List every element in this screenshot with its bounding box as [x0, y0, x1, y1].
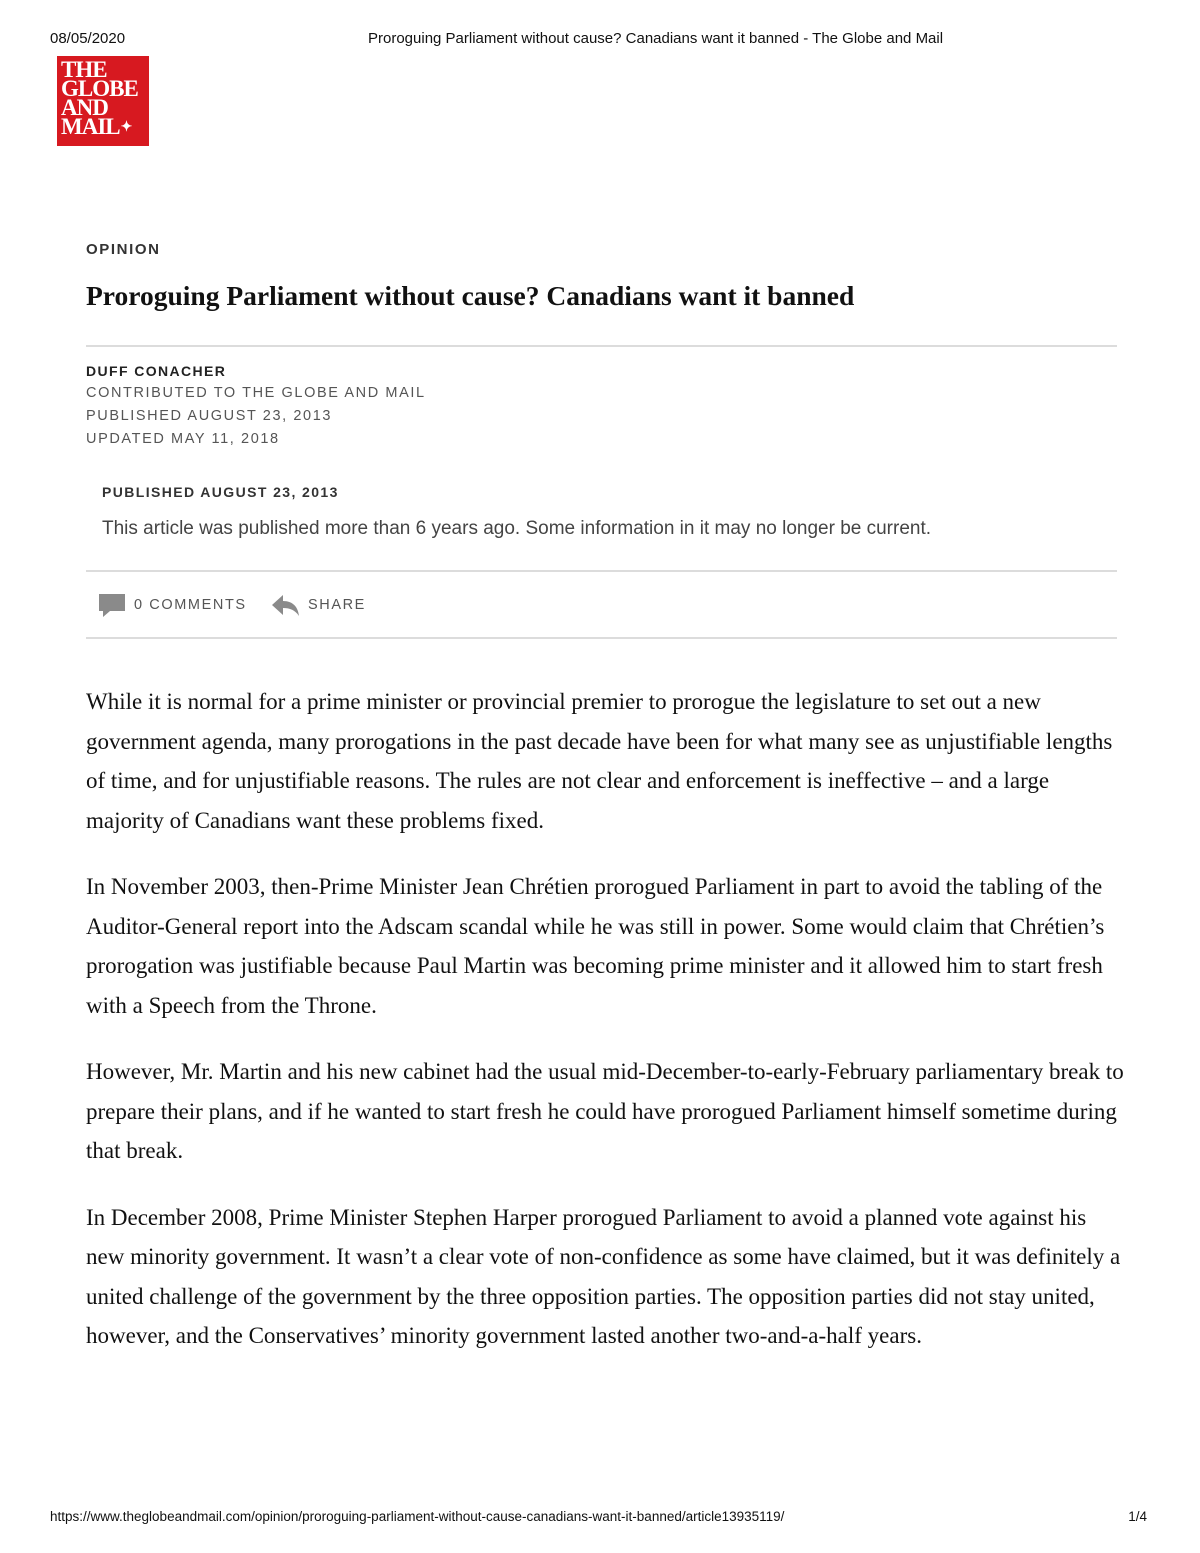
archive-notice — [102, 484, 931, 540]
author-name[interactable]: DUFF CONACHER — [86, 363, 227, 379]
share-button[interactable] — [270, 590, 366, 620]
actions-top-divider — [86, 570, 1117, 572]
comment-bubble-icon — [98, 592, 126, 618]
comments-button[interactable] — [98, 590, 247, 620]
logo-line-1: THE — [61, 57, 107, 82]
headline-divider — [86, 345, 1117, 347]
byline — [86, 363, 426, 454]
body-paragraph: In December 2008, Prime Minister Stephen Harper prorogued Parliament to avoid a planned vote against his new minority government. It wasn’t a clear vote of non-confidence as some have claimed, but it was definitely a united challenge of the government by the three opposition parties. The opposition parties did not stay united, however, and the Conservatives’ minority government lasted another two-and-a-half years. — [86, 1204, 1121, 1348]
comments-label: 0 COMMENTS — [134, 597, 247, 613]
body-paragraph: However, Mr. Martin and his new cabinet had the usual mid-December-to-early-February parliamentary break to prepare their plans, and if he wanted to start fresh he could have prorogued Parliament himself sometime during that break. — [86, 1059, 1124, 1163]
body-paragraph: While it is normal for a prime minister or provincial premier to prorogue the legislature to set out a new government agenda, many prorogations in the past decade have been for what many see as unjustifiable lengths of time, and for unjustifiable reasons. The rules are not clear and enforcement is ineffective – and a large majority of Canadians want these problems fixed. — [86, 689, 1113, 833]
actions-bottom-divider — [86, 637, 1117, 639]
share-label: SHARE — [308, 597, 366, 613]
share-arrow-icon — [270, 592, 300, 618]
article-headline: Proroguing Parliament without cause? Canadians want it banned — [86, 280, 855, 311]
notice-published-date: PUBLISHED AUGUST 23, 2013 — [102, 484, 339, 500]
section-label[interactable]: OPINION — [86, 241, 161, 258]
published-date: PUBLISHED AUGUST 23, 2013 — [86, 408, 333, 424]
page-number: 1/4 — [1128, 1509, 1147, 1524]
print-header — [50, 30, 1150, 50]
logo-line-2: GLOBE — [61, 76, 138, 101]
body-paragraph: In November 2003, then-Prime Minister Jean Chrétien prorogued Parliament in part to avoid the tabling of the Auditor-General report into the Adscam scandal while he was still in power. Some would claim that Chrétien’s prorogation was justifiable because Paul Martin was becoming prime minister and it allowed him to start fresh with a Speech from the Throne. — [86, 874, 1105, 1018]
print-url: https://www.theglobeandmail.com/opinion/proroguing-parliament-without-cause-canadians-want-it-banned/article13935119/ — [50, 1509, 785, 1524]
print-date: 08/05/2020 — [50, 30, 126, 47]
logo-line-3: AND — [61, 95, 108, 120]
article-body — [86, 682, 1126, 1383]
updated-date: UPDATED MAY 11, 2018 — [86, 431, 280, 447]
print-footer — [50, 1509, 1150, 1529]
print-page-title: Proroguing Parliament without cause? Canadians want it banned - The Globe and Mail — [368, 30, 944, 47]
globe-and-mail-logo[interactable] — [57, 56, 149, 146]
contributed-label: CONTRIBUTED TO THE GLOBE AND MAIL — [86, 385, 426, 401]
notice-message: This article was published more than 6 years ago. Some information in it may no longer be current. — [102, 518, 932, 539]
logo-line-4: MAIL — [61, 114, 120, 139]
maple-leaf-icon: ✦ — [120, 120, 132, 135]
